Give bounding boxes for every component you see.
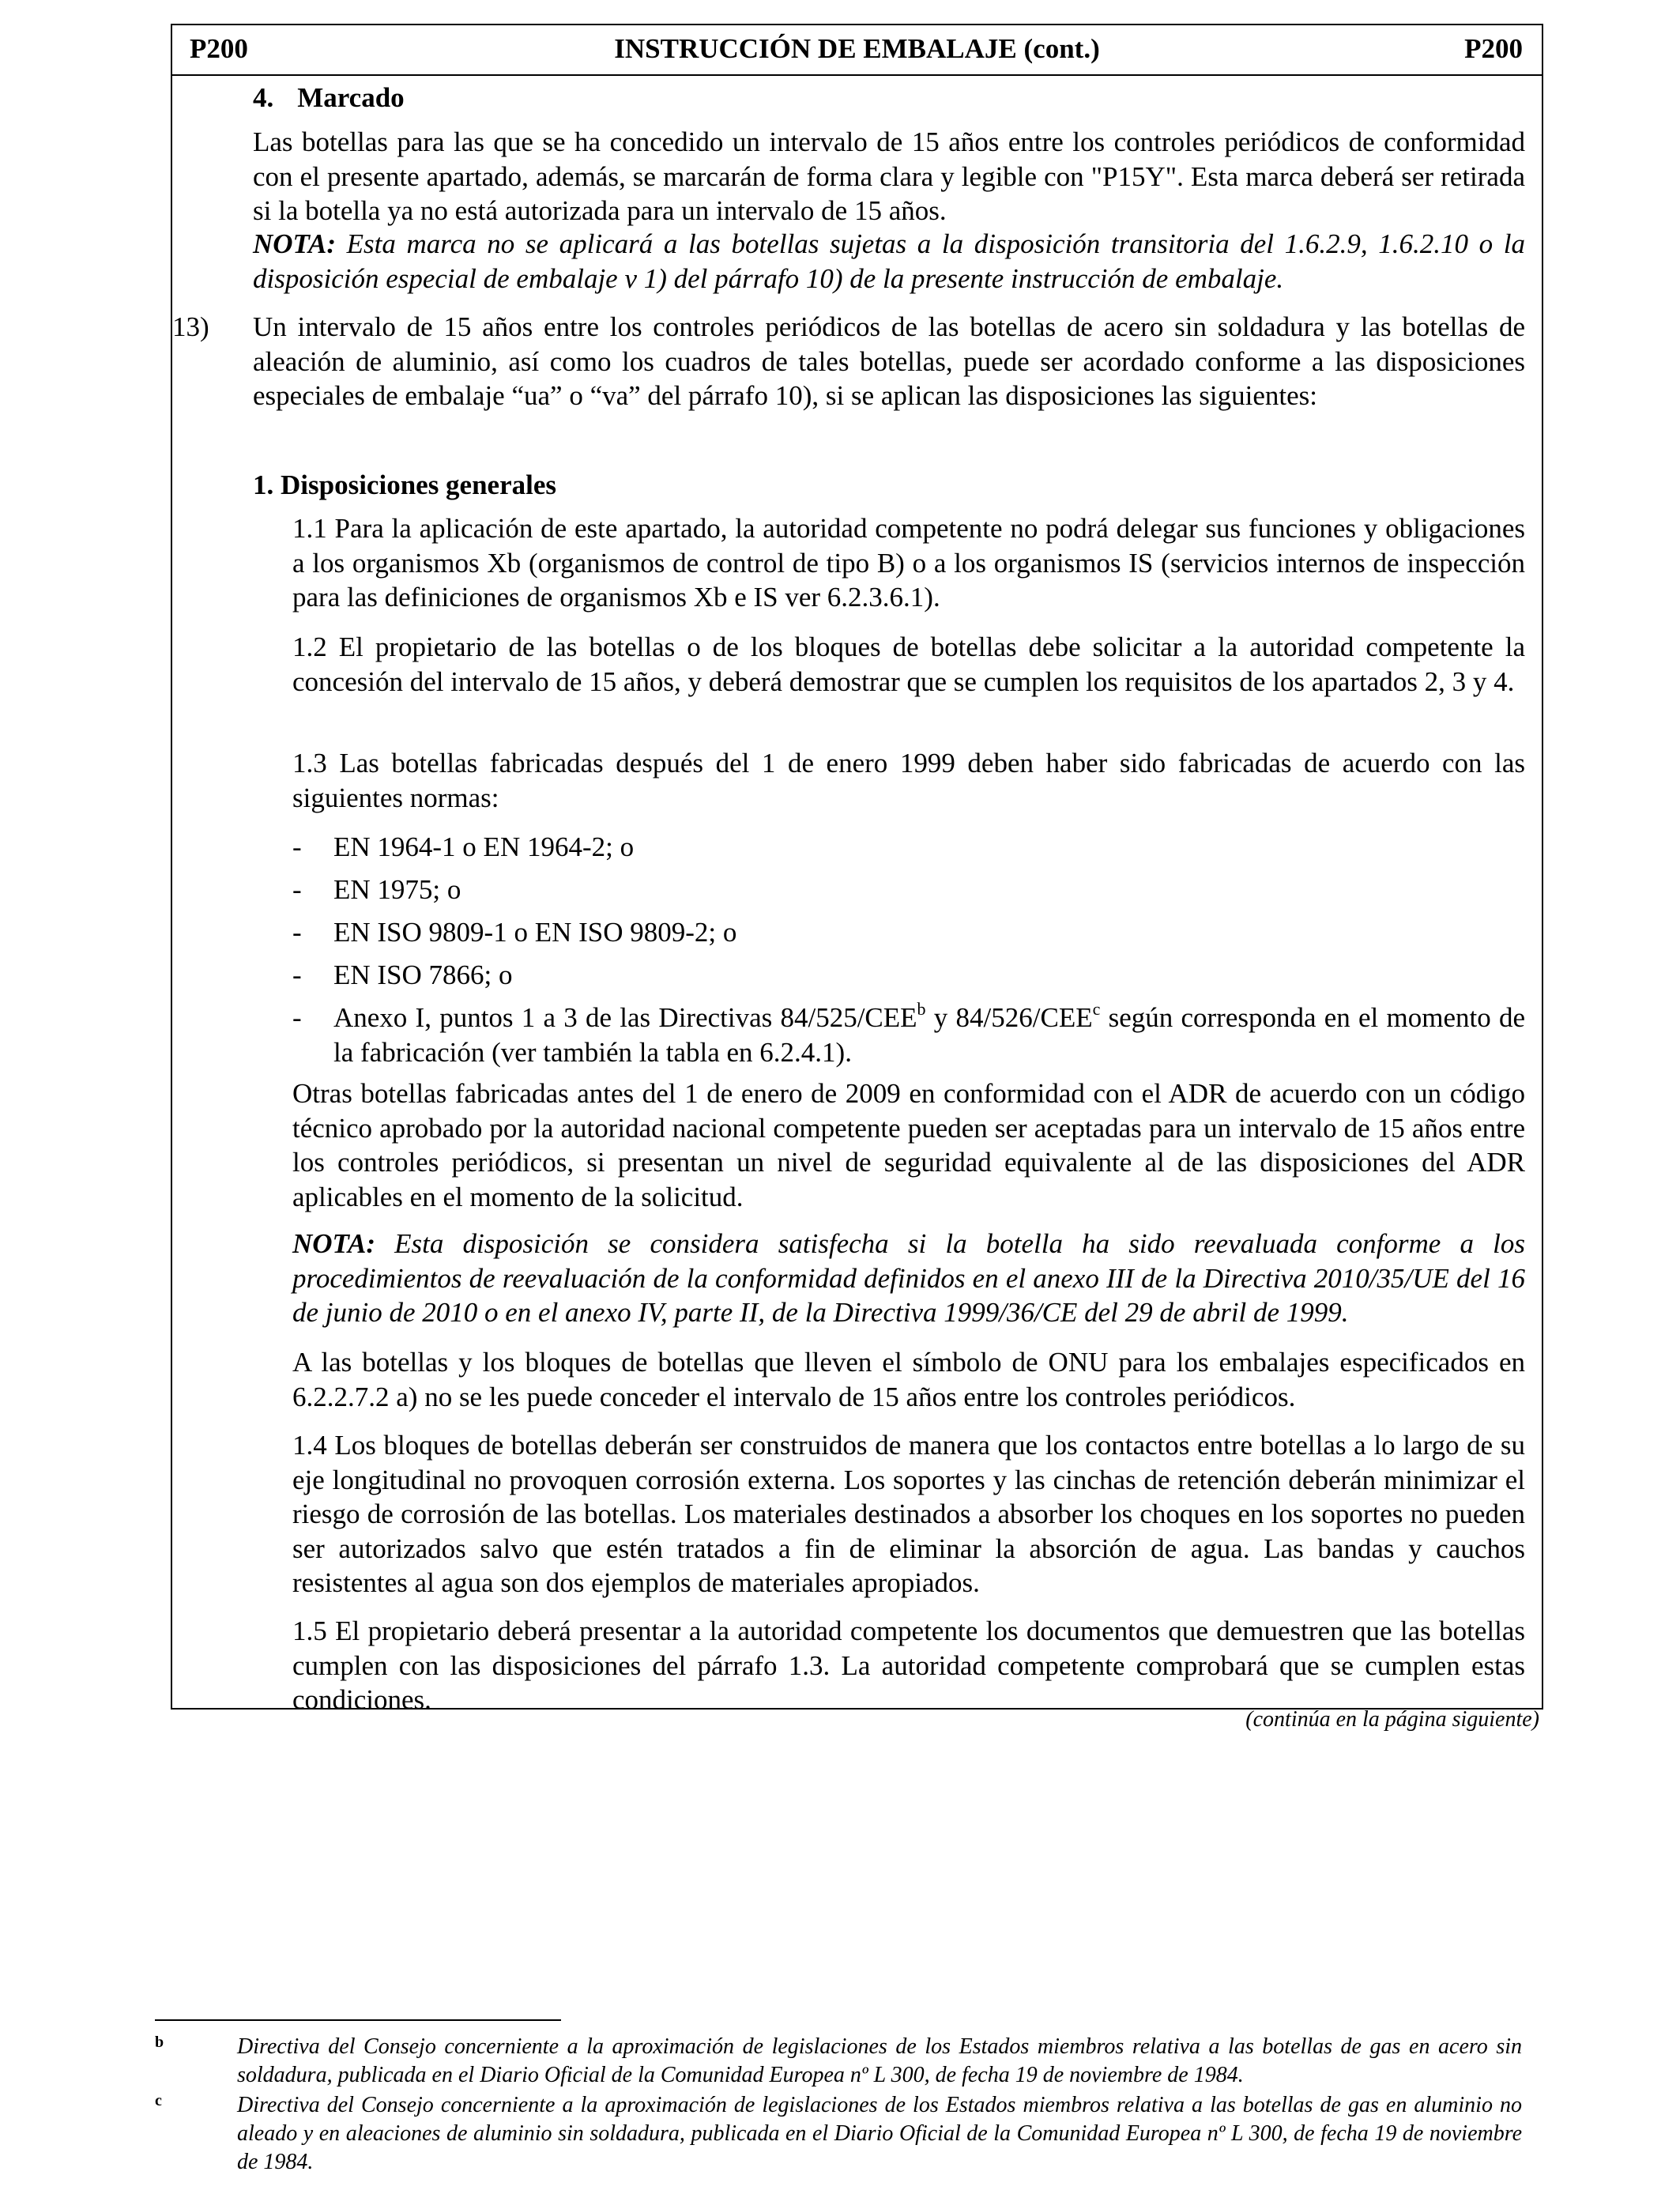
onu-paragraph: A las botellas y los bloques de botellas que lleven el símbolo de ONU para los embalajes especificados en 6.2.2.7.2 a) no se les puede conceder el intervalo de 15 años entre los controles periódicos. [292,1347,1525,1412]
other-bottles-paragraph: Otras botellas fabricadas antes del 1 de enero de 2009 en conformidad con el ADR de acuerdo con un código técnico aprobado por la autoridad nacional competente pueden ser aceptadas para un intervalo de 15 años entre los controles periódicos, si presentan un nivel de seguridad equivalente al de las disposiciones del ADR aplicables en el momento de la solicitud. [292,1078,1525,1212]
item13-number: 13) [172,311,209,342]
section4-number: 4. [253,82,274,113]
section4-paragraph: Las botellas para las que se ha concedido un intervalo de 15 años entre los controles periódicos de conformidad con el presente apartado, además, se marcarán de forma clara y legible con "P15Y". Esta marca deberá ser retirada si la botella ya no está autorizada para un intervalo de 15 años. [253,126,1525,226]
note-2-text: Esta disposición se considera satisfecha si la botella ha sido reevaluada conforme a los procedimientos de reevaluación de la conformidad definidos en el anexo III de la Directiva 2010/35/UE del 16 de junio de 2010 o en el anexo IV, parte II, de la Directiva 1999/36/CE del 29 de abril de 1999. [292,1228,1525,1328]
footnote-text: Directiva del Consejo concerniente a la aproximación de legislaciones de los Estados miembros relativa a las botellas de gas en aluminio no aleado y en aleaciones de aluminio sin soldadura, publicada en el Diario Oficial de la Comunidad Europea nº L 300, de fecha 19 de noviembre de 1984. [237,2093,1522,2174]
item13-text: Un intervalo de 15 años entre los controles periódicos de las botellas de acero sin soldadura y las botellas de aleación de aluminio, así como los cuadros de tales botellas, puede ser acordado conforme a las disposiciones especiales de embalaje “ua” o “va” del párrafo 10), si se aplican las disposiciones las siguientes: [253,311,1525,411]
note-label: NOTA: [253,228,336,259]
para-1-4: 1.4 Los bloques de botellas deberán ser construidos de manera que los contactos entre botellas a lo largo de su eje longitudinal no provoquen corrosión externa. Los soportes y las cinchas de retención deberán minimizar el riesgo de corrosión de las botellas. Los materiales destinados a absorber los choques en los soportes no pueden ser autorizados salvo que estén tratados a fin de eliminar la absorción de agua. Las bandas y cauchos resistentes al agua son dos ejemplos de materiales apropiados. [292,1430,1525,1598]
footnote-mark: c [155,2092,162,2109]
table-header [172,25,1542,76]
general-provisions-heading: 1. Disposiciones generales [253,469,557,500]
section4-note [253,227,1525,296]
footnote-separator [155,2019,561,2021]
section4-heading [253,81,405,115]
note-2 [292,1227,1525,1330]
para-1-1: 1.1 Para la aplicación de este apartado, la autoridad competente no podrá delegar sus funciones y obligaciones a los organismos Xb (organismos de control de tipo B) o a los organismos IS (servicios internos de inspección para las definiciones de organismos Xb e IS ver 6.2.3.6.1). [292,513,1525,613]
header-title: INSTRUCCIÓN DE EMBALAJE (cont.) [614,33,1100,64]
section4-title: Marcado [297,82,405,113]
para-1-3: 1.3 Las botellas fabricadas después del 1 de enero 1999 deben haber sido fabricadas de acuerdo con las siguientes normas: [292,748,1525,813]
footnote-ref-b[interactable]: b [917,999,926,1020]
para-1-5: 1.5 El propietario deberá presentar a la autoridad competente los documentos que demuestren que las botellas cumplen con las disposiciones del párrafo 1.3. La autoridad competente comprobará que se cumplen estas condiciones. [292,1615,1525,1715]
note-text: Esta marca no se aplicará a las botellas sujetas a la disposición transitoria del 1.6.2.9, 1.6.2.10 o la disposición especial de embalaje v 1) del párrafo 10) de la presente instrucción de embalaje. [253,228,1525,294]
para-1-2: 1.2 El propietario de las botellas o de los bloques de botellas debe solicitar a la autoridad competente la concesión del intervalo de 15 años, y deberá demostrar que se cumplen los requisitos de los apartados 2, 3 y 4. [292,631,1525,697]
header-code-right: P200 [1464,33,1523,64]
footnote-text: Directiva del Consejo concerniente a la aproximación de legislaciones de los Estados miembros relativa a las botellas de gas en acero sin soldadura, publicada en el Diario Oficial de la Comunidad Europea nº L 300, de fecha 19 de noviembre de 1984. [237,2034,1522,2087]
footnote-ref-c[interactable]: c [1092,999,1101,1020]
footnote-mark: b [155,2034,164,2051]
packing-instruction-table: P200 INSTRUCCIÓN DE EMBALAJE (cont.) P200 4. Marcado Las botellas para las que se ha concedido un intervalo de 15 años entre los controles periódicos de conformidad con el presente apartado, además, se marcarán de forma clara y legible con "P15Y". Esta marca deberá ser retirada si la botella ya no está autorizada para un intervalo de 15 años. NOTA: Esta marca no se aplicará a las botellas sujetas a la disposición transitoria del 1.6.2.9, 1.6.2.10 o la disposición especial de embalaje v 1) del párrafo 10) de la presente instrucción de embalaje. 13) Un intervalo de 15 años entre los controles periódicos de las botellas de acero sin soldadura y las botellas de aleación de aluminio, así como los cuadros de tales botellas, puede ser acordado conforme a las disposiciones especiales de embalaje “ua” o “va” del párrafo 10), si se aplican las disposiciones las siguientes: 1. Disposiciones generales 1.1 Para la aplicación de este apartado, la autoridad competente no podrá delegar sus funciones y obligaciones a los organismos Xb (organismos de control de tipo B) o a los organismos IS (servicios internos de inspección para las definiciones de organismos Xb e IS ver 6.2.3.6.1). 1.2 El propietario de las botellas o de los bloques de botellas debe solicitar a la autoridad competente la concesión del intervalo de 15 años, y deberá demostrar que se cumplen los requisitos de los apartados 2, 3 y 4. 1.3 Las botellas fabricadas después del 1 de enero 1999 deben haber sido fabricadas de acuerdo con las siguientes normas: - EN 1964-1 o EN 1964-2; o - EN 1975; o - EN ISO 9809-1 o EN ISO 9809-2; o - EN ISO 7866; o - Anexo I, puntos 1 a 3 de las Directivas 84/525/CEE$^b$ y 84/526/CEE$^c$ según corresponda en el momento de la fabricación (ver también la tabla en 6.2.4.1). Otras botellas fabricadas antes del 1 de enero de 2009 en conformidad con el ADR de acuerdo con un código técnico aprobado por la autoridad nacional competente pueden ser aceptadas para un intervalo de 15 años entre los controles periódicos, si presentan un nivel de seguridad equivalente al de las disposiciones del ADR aplicables en el momento de la solicitud. NOTA: Esta disposición se considera satisfecha si la botella ha sido reevaluada conforme a los procedimientos de reevaluación de la conformidad definidos en el anexo III de la Directiva 2010/35/UE del 16 de junio de 2010 o en el anexo IV, parte II, de la Directiva 1999/36/CE del 29 de abril de 1999. A las botellas y los bloques de botellas que lleven el símbolo de ONU para los embalajes especificados en 6.2.2.7.2 a) no se les puede conceder el intervalo de 15 años entre los controles periódicos. 1.4 Los bloques de botellas deberán ser construidos de manera que los contactos entre botellas a lo largo de su eje longitudinal no provoquen corrosión externa. Los soportes y las cinchas de retención deberán minimizar el riesgo de corrosión de las botellas. Los materiales destinados a absorber los choques en los soportes no pueden ser autorizados salvo que estén tratados a fin de eliminar la absorción de agua. Las bandas y cauchos resistentes al agua son dos ejemplos de materiales apropiados. 1.5 El propietario deberá presentar a la autoridad competente los documentos que demuestren que las botellas cumplen con las disposiciones del párrafo 1.3. La autoridad competente comprobará que se cumplen estas condiciones. [171,24,1543,1710]
header-code-left: P200 [190,33,248,64]
continued-note: (continúa en la página siguiente) [1245,1707,1539,1732]
note-2-label: NOTA: [292,1228,375,1259]
